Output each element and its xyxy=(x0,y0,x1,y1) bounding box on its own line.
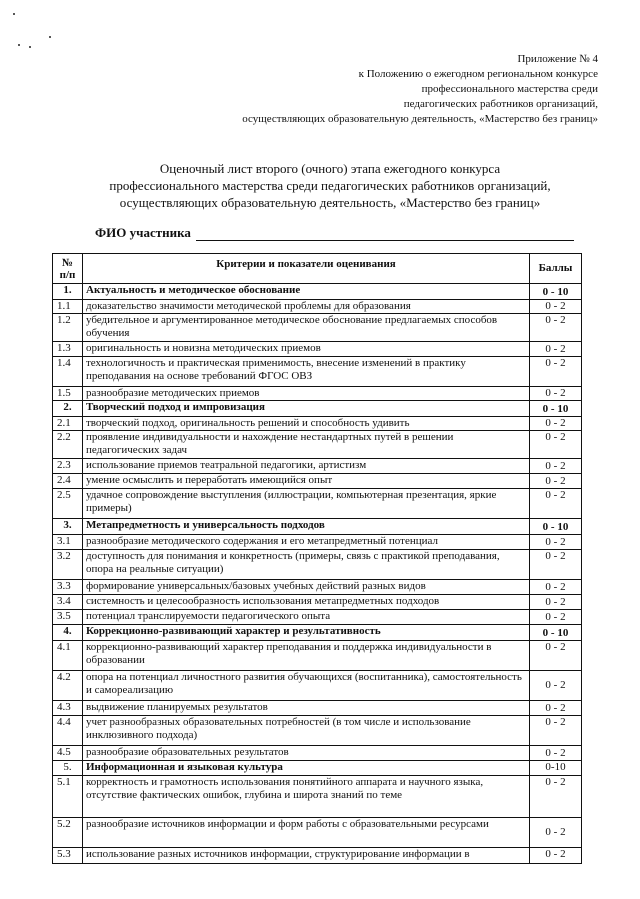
score-range: 0 - 2 xyxy=(530,459,582,474)
criterion-row xyxy=(53,818,582,848)
criterion-row xyxy=(53,580,582,595)
criterion-text: формирование универсальных/базовых учебных действий разных видов xyxy=(83,580,530,595)
criterion-row xyxy=(53,610,582,625)
row-number: 5.2 xyxy=(53,818,83,848)
criterion-row xyxy=(53,387,582,401)
criterion-row xyxy=(53,474,582,489)
row-number: 5.3 xyxy=(53,848,83,864)
criterion-row xyxy=(53,459,582,474)
title-line: профессионального мастерства среди педагогических работников организаций, xyxy=(109,178,551,193)
score-range: 0 - 2 xyxy=(530,387,582,401)
criterion-row xyxy=(53,489,582,519)
criterion-row xyxy=(53,716,582,746)
criteria-table xyxy=(52,253,582,864)
table-header-row xyxy=(53,254,582,284)
row-number: 4. xyxy=(53,625,83,641)
participant-name-label: ФИО участника xyxy=(95,225,191,240)
score-range: 0 - 2 xyxy=(530,417,582,431)
score-range: 0 - 2 xyxy=(530,818,582,848)
row-number: 3.5 xyxy=(53,610,83,625)
row-number: 4.4 xyxy=(53,716,83,746)
score-range: 0-10 xyxy=(530,761,582,776)
criterion-text: разнообразие методических приемов xyxy=(83,387,530,401)
row-number: 1.4 xyxy=(53,357,83,387)
criterion-text: потенциал транслируемости педагогического опыта xyxy=(83,610,530,625)
row-number: 4.5 xyxy=(53,746,83,761)
score-range: 0 - 2 xyxy=(530,474,582,489)
document-title xyxy=(85,160,575,211)
row-number: 1.5 xyxy=(53,387,83,401)
score-range: 0 - 10 xyxy=(530,519,582,535)
score-range: 0 - 2 xyxy=(530,595,582,610)
row-number: 2.2 xyxy=(53,431,83,459)
section-title: Актуальность и методическое обоснование xyxy=(83,284,530,300)
criterion-text: разнообразие образовательных результатов xyxy=(83,746,530,761)
scan-speck xyxy=(18,44,20,46)
score-range: 0 - 2 xyxy=(530,357,582,387)
criterion-text: разнообразие источников информации и форм работы с образовательными ресурсами xyxy=(83,818,530,848)
criterion-text: доказательство значимости методической проблемы для образования xyxy=(83,300,530,314)
row-number: 2.4 xyxy=(53,474,83,489)
row-number: 2. xyxy=(53,401,83,417)
section-title: Коррекционно-развивающий характер и результативность xyxy=(83,625,530,641)
criterion-text: корректность и грамотность использования понятийного аппарата и научного языка, отсутствие фактических ошибок, глубина и широта знаний по теме xyxy=(83,776,530,818)
header-line: педагогических работников организаций, xyxy=(403,98,598,110)
score-range: 0 - 2 xyxy=(530,300,582,314)
row-number: 2.5 xyxy=(53,489,83,519)
criterion-row xyxy=(53,701,582,716)
criterion-row xyxy=(53,550,582,580)
header-line: Приложение № 4 xyxy=(517,53,598,65)
criterion-text: убедительное и аргументированное методическое обоснование предлагаемых способов обучения xyxy=(83,314,530,342)
section-row xyxy=(53,625,582,641)
criterion-row xyxy=(53,535,582,550)
row-number: 4.1 xyxy=(53,641,83,671)
criterion-text: удачное сопровождение выступления (иллюстрации, компьютерная презентация, яркие примеры) xyxy=(83,489,530,519)
criterion-row xyxy=(53,357,582,387)
criterion-row xyxy=(53,417,582,431)
criterion-text: творческий подход, оригинальность решений и способность удивить xyxy=(83,417,530,431)
criterion-text: разнообразие методического содержания и его метапредметный потенциал xyxy=(83,535,530,550)
section-row xyxy=(53,401,582,417)
appendix-header xyxy=(242,52,598,127)
criterion-text: опора на потенциал личностного развития обучающихся (воспитанника), самостоятельность и самореализацию xyxy=(83,671,530,701)
criterion-row xyxy=(53,776,582,818)
criterion-row xyxy=(53,671,582,701)
criterion-row xyxy=(53,300,582,314)
criterion-text: технологичность и практическая применимость, внесение изменений в практику преподавания на основе требований ФГОС ОВЗ xyxy=(83,357,530,387)
score-range: 0 - 2 xyxy=(530,610,582,625)
score-range: 0 - 2 xyxy=(530,489,582,519)
section-row xyxy=(53,284,582,300)
criterion-text: использование разных источников информации, структурирование информации в xyxy=(83,848,530,864)
row-number: 4.3 xyxy=(53,701,83,716)
scan-speck xyxy=(29,46,31,48)
criterion-row xyxy=(53,746,582,761)
header-line: профессионального мастерства среди xyxy=(421,83,598,95)
score-range: 0 - 2 xyxy=(530,716,582,746)
row-number: 3.4 xyxy=(53,595,83,610)
header-line: осуществляющих образовательную деятельность, «Мастерство без границ» xyxy=(242,113,598,125)
score-range: 0 - 2 xyxy=(530,641,582,671)
criterion-row xyxy=(53,848,582,864)
header-score: Баллы xyxy=(530,254,582,284)
row-number: 3.1 xyxy=(53,535,83,550)
score-range: 0 - 10 xyxy=(530,625,582,641)
score-range: 0 - 10 xyxy=(530,401,582,417)
criterion-text: доступность для понимания и конкретность (примеры, связь с практикой преподавания, опора на реальные ситуации) xyxy=(83,550,530,580)
score-range: 0 - 2 xyxy=(530,701,582,716)
row-number: 5.1 xyxy=(53,776,83,818)
section-title: Метапредметность и универсальность подходов xyxy=(83,519,530,535)
criterion-text: учет разнообразных образовательных потребностей (в том числе и использование инклюзивного подхода) xyxy=(83,716,530,746)
criterion-text: проявление индивидуальности и нахождение нестандартных путей в решении педагогических задач xyxy=(83,431,530,459)
section-row xyxy=(53,761,582,776)
title-line: осуществляющих образовательную деятельность, «Мастерство без границ» xyxy=(119,195,541,210)
criterion-text: коррекционно-развивающий характер преподавания и поддержка индивидуальности в образовании xyxy=(83,641,530,671)
header-num: № п/п xyxy=(53,254,83,284)
criterion-row xyxy=(53,431,582,459)
score-range: 0 - 2 xyxy=(530,848,582,864)
participant-name-field[interactable] xyxy=(196,240,574,241)
criterion-text: использование приемов театральной педагогики, артистизм xyxy=(83,459,530,474)
row-number: 2.1 xyxy=(53,417,83,431)
score-range: 0 - 2 xyxy=(530,550,582,580)
criterion-row xyxy=(53,595,582,610)
section-title: Творческий подход и импровизация xyxy=(83,401,530,417)
header-line: к Положению о ежегодном региональном конкурсе xyxy=(358,68,598,80)
row-number: 3.2 xyxy=(53,550,83,580)
criterion-text: системность и целесообразность использования метапредметных подходов xyxy=(83,595,530,610)
criterion-text: умение осмыслить и переработать имеющийся опыт xyxy=(83,474,530,489)
criterion-text: выдвижение планируемых результатов xyxy=(83,701,530,716)
row-number: 1.3 xyxy=(53,342,83,357)
criterion-row xyxy=(53,342,582,357)
row-number: 1.2 xyxy=(53,314,83,342)
criterion-row xyxy=(53,641,582,671)
score-range: 0 - 2 xyxy=(530,314,582,342)
scan-speck xyxy=(13,13,15,15)
row-number: 2.3 xyxy=(53,459,83,474)
score-range: 0 - 2 xyxy=(530,776,582,818)
row-number: 3. xyxy=(53,519,83,535)
criterion-text: оригинальность и новизна методических приемов xyxy=(83,342,530,357)
row-number: 1.1 xyxy=(53,300,83,314)
row-number: 3.3 xyxy=(53,580,83,595)
header-criteria: Критерии и показатели оценивания xyxy=(83,254,530,284)
score-range: 0 - 2 xyxy=(530,671,582,701)
score-range: 0 - 2 xyxy=(530,580,582,595)
criterion-row xyxy=(53,314,582,342)
row-number: 5. xyxy=(53,761,83,776)
section-title: Информационная и языковая культура xyxy=(83,761,530,776)
row-number: 1. xyxy=(53,284,83,300)
score-range: 0 - 2 xyxy=(530,535,582,550)
scan-speck xyxy=(49,36,51,38)
row-number: 4.2 xyxy=(53,671,83,701)
score-range: 0 - 2 xyxy=(530,342,582,357)
section-row xyxy=(53,519,582,535)
score-range: 0 - 10 xyxy=(530,284,582,300)
score-range: 0 - 2 xyxy=(530,746,582,761)
title-line: Оценочный лист второго (очного) этапа ежегодного конкурса xyxy=(159,161,501,176)
score-range: 0 - 2 xyxy=(530,431,582,459)
